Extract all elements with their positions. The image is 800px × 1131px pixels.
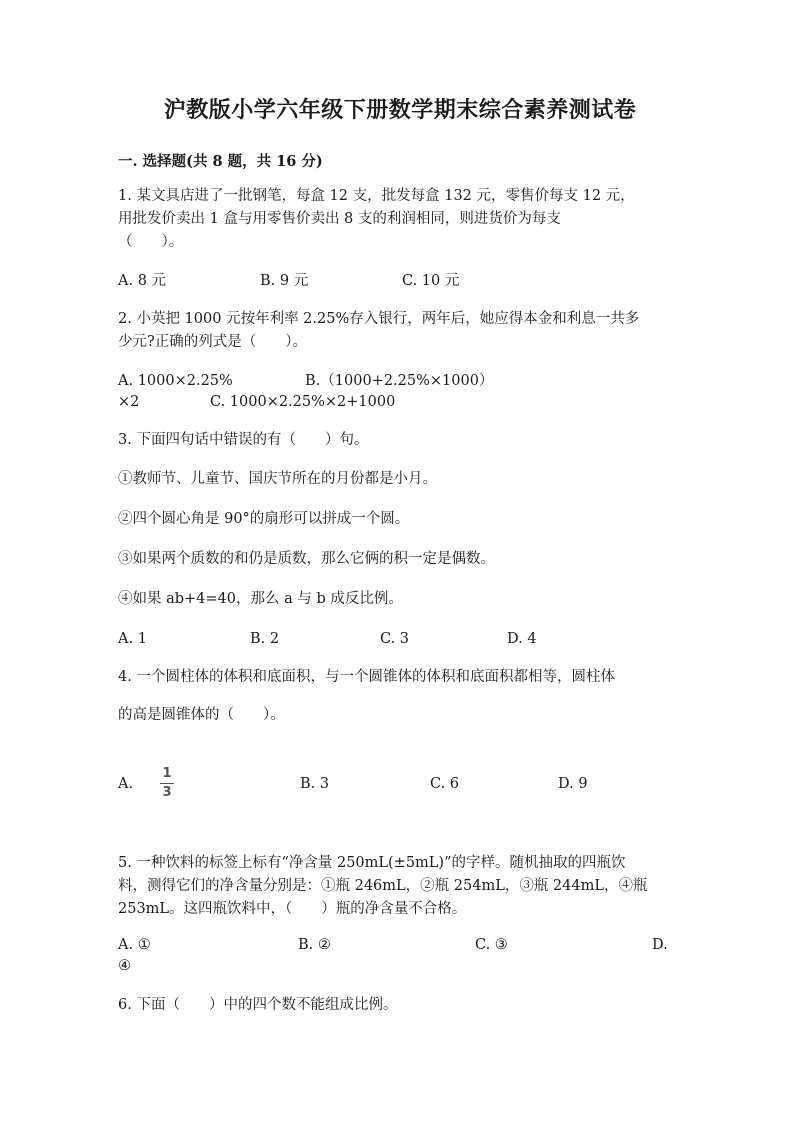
question-3-option-a: A. 1	[118, 631, 147, 647]
question-2-option-a: A. 1000×2.25%	[118, 373, 233, 389]
question-1-option-b: B. 9 元	[260, 273, 309, 289]
question-4-option-c: C. 6	[430, 776, 460, 792]
fraction-numerator: 1	[162, 766, 172, 781]
section-heading: 一. 选择题(共 8 题，共 16 分)	[118, 153, 323, 170]
question-2-option-c: C. 1000×2.25%×2+1000	[210, 394, 396, 410]
page-title: 沪教版小学六年级下册数学期末综合素养测试卷	[163, 97, 637, 123]
question-2-option-b-continued: ×2	[118, 394, 140, 410]
question-3-option-b: B. 2	[250, 631, 280, 647]
question-5-option-d-continued: ④	[118, 958, 131, 974]
question-3-statement-3: ③如果两个质数的和仍是质数，那么它俩的积一定是偶数。	[118, 551, 495, 567]
question-3-statement-1: ①教师节、儿童节、国庆节所在的月份都是小月。	[118, 471, 437, 487]
question-4-option-b: B. 3	[300, 776, 330, 792]
question-4-line-2: 的高是圆锥体的（ ）。	[118, 707, 285, 723]
question-4-option-a: A.	[118, 776, 134, 792]
question-1-option-c: C. 10 元	[402, 273, 460, 289]
question-3-option-c: C. 3	[380, 631, 410, 647]
one-third-fraction	[158, 767, 176, 800]
question-5-line-2: 料，测得它们的净含量分别是：①瓶 246mL，②瓶 254mL，③瓶 244mL，④瓶	[118, 878, 648, 894]
question-6-line-1: 6. 下面（ ）中的四个数不能组成比例。	[118, 997, 398, 1013]
fraction-bar	[160, 783, 174, 784]
question-2-line-1: 2. 小英把 1000 元按年利率 2.25%存入银行，两年后，她应得本金和利息一共多	[118, 311, 640, 327]
question-1-option-a: A. 8 元	[118, 273, 167, 289]
question-3-option-d: D. 4	[507, 631, 537, 647]
question-5-option-a: A. ①	[118, 937, 151, 953]
question-5-line-1: 5. 一种饮料的标签上标有“净含量 250mL(±5mL)”的字样。随机抽取的四瓶饮	[118, 855, 626, 871]
fraction-denominator: 3	[162, 785, 172, 800]
question-5-option-d: D.	[652, 937, 668, 953]
question-5-option-c: C. ③	[475, 937, 508, 953]
question-4-line-1: 4. 一个圆柱体的体积和底面积，与一个圆锥体的体积和底面积都相等，圆柱体	[118, 669, 615, 685]
question-2-line-2: 少元?正确的列式是（ ）。	[118, 334, 308, 350]
question-3-statement-2: ②四个圆心角是 90°的扇形可以拼成一个圆。	[118, 511, 410, 527]
question-1-line-1: 1. 某文具店进了一批钢笔，每盒 12 支，批发每盒 132 元，零售价每支 12 元，	[118, 188, 635, 204]
question-5-option-b: B. ②	[298, 937, 331, 953]
question-3-line-1: 3. 下面四句话中错误的有（ ）句。	[118, 432, 369, 448]
question-3-statement-4: ④如果 ab+4=40，那么 a 与 b 成反比例。	[118, 591, 403, 607]
question-4-option-d: D. 9	[558, 776, 588, 792]
question-1-line-3: （ ）。	[118, 234, 184, 250]
question-2-option-b: B.（1000+2.25%×1000）	[305, 373, 494, 389]
question-5-line-3: 253mL。这四瓶饮料中，（ ）瓶的净含量不合格。	[118, 901, 467, 917]
question-1-line-2: 用批发价卖出 1 盒与用零售价卖出 8 支的利润相同，则进货价为每支	[118, 211, 561, 227]
